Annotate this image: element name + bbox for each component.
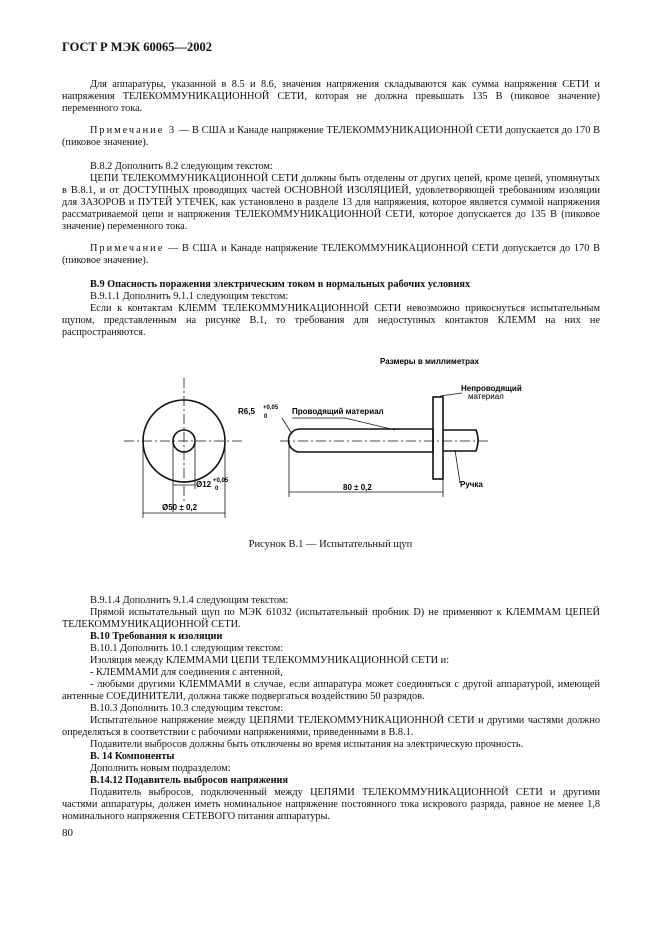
- dia50-label: Ø50 ± 0,2: [162, 503, 198, 512]
- b911-heading: В.9.1.1 Дополнить 9.1.1 следующим текстом:: [90, 291, 289, 302]
- b101-text: Изоляция между КЛЕММАМИ ЦЕПИ ТЕЛЕКОММУНИКАЦИОННОЙ СЕТИ и:: [90, 655, 450, 666]
- b914-heading: В.9.1.4 Дополнить 9.1.4 следующим текстом:: [90, 595, 289, 606]
- units-label: Размеры в миллиметрах: [380, 357, 479, 366]
- length-label: 80 ± 0,2: [343, 483, 372, 492]
- note-3-label: Примечание 3: [90, 125, 177, 136]
- b103-heading: В.10.3 Дополнить 10.3 следующим текстом:: [90, 703, 284, 714]
- b9-title: В.9 Опасность поражения электрическим током в нормальных рабочих условиях: [90, 279, 471, 290]
- b1412-text: Подавитель выбросов, подключенный между ЦЕПЯМИ ТЕЛЕКОММУНИКАЦИОННОЙ СЕТИ и другими частями аппаратуры, должен иметь номинальное напряжение постоянного тока искрового разряда, равное не менее 1,8 номинального напряжения СЕТЕВОГО питания аппаратуры.: [62, 787, 600, 822]
- b103-text: Испытательное напряжение между ЦЕПЯМИ ТЕЛЕКОММУНИКАЦИОННОЙ СЕТИ и другими частями должно определяться в соответствии с рабочими напряжениями, приведенными в В.8.1.: [62, 715, 600, 738]
- figure-caption: Рисунок В.1 — Испытательный щуп: [248, 539, 413, 550]
- document-header: ГОСТ Р МЭК 60065—2002: [62, 40, 212, 54]
- note-text: — В США и Канаде напряжение ТЕЛЕКОММУНИКАЦИОННОЙ СЕТИ допускается до 170 В (пиковое значение).: [62, 243, 600, 266]
- b82-heading: В.8.2 Дополнить 8.2 следующим текстом:: [90, 161, 273, 172]
- b82-text: ЦЕПИ ТЕЛЕКОММУНИКАЦИОННОЙ СЕТИ должны быть отделены от других цепей, кроме цепей, упомянутых в В.8.1, и от ДОСТУПНЫХ проводящих частей ОСНОВНОЙ ИЗОЛЯЦИЕЙ, удовлетворяющей требованиям изоляции для ЗАЗОРОВ и ПУТЕЙ УТЕЧЕК, как установлено в разделе 13 для напряжения, которое является суммой напряжения рассматриваемой цепи и напряжения ТЕЛЕКОММУНИКАЦИОННОЙ СЕТИ, которое допускается до 135 В (пиковое значение) переменного тока.: [62, 173, 600, 232]
- paragraph-voltage-sum: Для аппаратуры, указанной в 8.5 и 8.6, значения напряжения складываются как сумма напряжения СЕТИ и напряжения ТЕЛЕКОММУНИКАЦИОННОЙ СЕТИ, которая не должна превышать 135 В (пиковое значение) переменного тока.: [62, 79, 600, 114]
- b10-title: В.10 Требования к изоляции: [90, 631, 223, 642]
- dia12-tol-top: +0,05: [213, 478, 229, 484]
- conductive-label: Проводящий материал: [292, 407, 384, 416]
- b1412-title: В.14.12 Подавитель выбросов напряжения: [90, 775, 289, 786]
- b911-text: Если к контактам КЛЕММ ТЕЛЕКОММУНИКАЦИОННОЙ СЕТИ невозможно прикоснуться испытательным щупом, представленным на рисунке В.1, то требования для недоступных контактов КЛЕММ на них не распространяются.: [62, 303, 600, 338]
- page-number: 80: [62, 827, 73, 839]
- note-label: Примечание: [90, 243, 165, 254]
- radius-label: R6,5: [238, 407, 255, 416]
- b914-text: Прямой испытательный щуп по МЭК 61032 (испытательный пробник D) не применяют к КЛЕММАМ ЦЕПЕЙ ТЕЛЕКОММУНИКАЦИОННОЙ СЕТИ.: [62, 607, 600, 630]
- dia12-label: Ø12: [196, 480, 212, 489]
- b14-title: В. 14 Компоненты: [90, 751, 175, 762]
- radius-tol-top: +0,05: [263, 405, 279, 411]
- probe-front-view: [124, 378, 244, 518]
- b101-item-1: - КЛЕММАМИ для соединения с антенной,: [90, 667, 283, 678]
- nonconductive-label-1: Непроводящий: [461, 384, 522, 393]
- b14-text: Дополнить новым подразделом:: [90, 763, 231, 774]
- note-3-text: — В США и Канаде напряжение ТЕЛЕКОММУНИКАЦИОННОЙ СЕТИ допускается до 170 В (пиковое значение).: [62, 125, 600, 148]
- nonconductive-label-2: материал: [468, 392, 504, 401]
- radius-tol-bot: 0: [264, 414, 268, 420]
- handle-label: Ручка: [460, 480, 483, 489]
- b101-heading: В.10.1 Дополнить 10.1 следующим текстом:: [90, 643, 284, 654]
- b103-text-2: Подавители выбросов должны быть отключены во время испытания на электрическую прочность.: [90, 739, 524, 750]
- dia12-tol-bot: 0: [215, 486, 219, 492]
- b101-item-2: - любыми другими КЛЕММАМИ в случае, если аппаратура может соединяться с другой аппаратурой, имеющей антенные СОЕДИНИТЕЛИ, должна также подвергаться воздействию 50 разрядов.: [62, 679, 600, 702]
